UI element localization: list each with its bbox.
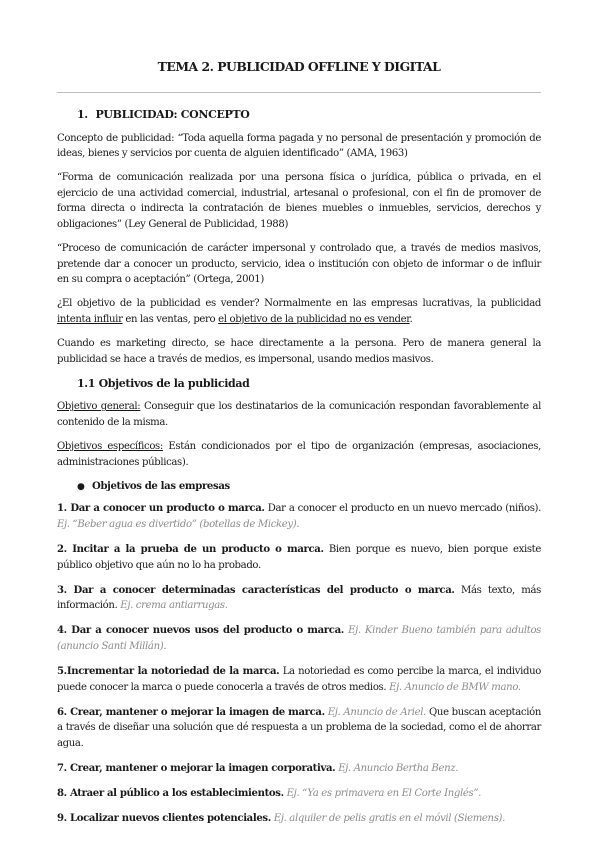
section-heading-concepto	[57, 107, 541, 123]
objetivos-especificos-text: Están condicionados por el tipo de organización (empresas, asociaciones, administraciones públicas).	[57, 441, 541, 468]
subsection-heading-objetivos: 1.1 Objetivos de la publicidad	[77, 376, 250, 390]
paragraph-marketing-directo: Cuando es marketing directo, se hace directamente a la persona. Pero de manera general la publicidad se hace a través de medios, es impersonal, usando medios masivos.	[57, 338, 541, 365]
objetivo-general-label: Objetivo general:	[57, 401, 141, 413]
objective-item	[57, 761, 541, 777]
objective-title: 1. Dar a conocer un producto o marca.	[57, 503, 265, 515]
text-run: en las ventas, pero	[122, 314, 219, 326]
objective-item	[57, 542, 541, 573]
objective-text: Bien porque es nuevo, bien porque existe público objetivo que aún no lo ha probado.	[57, 544, 541, 571]
objective-example: Ej. Anuncio de Ariel.	[327, 706, 427, 718]
objective-title: 8. Atraer al público a los establecimientos.	[57, 788, 284, 800]
underlined-objetivo-no-vender: el objetivo de la publicidad no es vender	[218, 314, 410, 326]
objective-example: Ej. “Ya es primavera en El Corte Inglés”.	[286, 788, 481, 800]
objective-example: Ej. alquiler de pelis gratis en el móvil (Siemens).	[273, 813, 505, 825]
bullet-objetivos-empresas	[57, 479, 541, 496]
title-divider	[57, 92, 541, 93]
objective-item	[57, 583, 541, 614]
objective-title: 9. Localizar nuevos clientes potenciales.	[57, 813, 271, 825]
objective-title: 7. Crear, mantener o mejorar la imagen corporativa.	[57, 763, 336, 775]
text-run: ¿El objetivo de la publicidad es vender? Normalmente en las empresas lucrativas, la publicidad	[57, 298, 541, 310]
objectives-list	[57, 501, 541, 827]
objective-example: Ej. crema antiarrugas.	[120, 600, 228, 612]
objective-title: 6. Crear, mantener o mejorar la imagen de marca.	[57, 706, 325, 718]
objective-example: Ej. Kinder Bueno también para adultos (anuncio Santi Millán).	[57, 625, 542, 653]
objective-text: Dar a conocer el producto en un nuevo mercado (niños).	[264, 503, 541, 515]
document-body	[57, 107, 541, 836]
objective-item	[57, 664, 541, 695]
objective-example: Ej. Anuncio Bertha Benz.	[338, 763, 459, 775]
objective-item	[57, 623, 541, 654]
objective-text: Más texto, más información.	[57, 584, 541, 612]
bullet-dot-icon: ●	[77, 481, 85, 492]
paragraph-ama-definition: Concepto de publicidad: “Toda aquella forma pagada y no personal de presentación y promoción de ideas, bienes y servicios por cuenta de alguien identificado” (AMA, 1963)	[57, 132, 541, 160]
section-heading-text: PUBLICIDAD: CONCEPTO	[95, 108, 250, 121]
objetivos-especificos-label: Objetivos específicos:	[57, 441, 163, 453]
objective-item	[57, 811, 541, 827]
paragraph-objetivo-general	[57, 399, 541, 430]
objective-text: La notoriedad es como percibe la marca, el individuo puede conocer la marca o puede conocerla a través de otros medios.	[57, 666, 541, 693]
objective-title: 4. Dar a conocer nuevos usos del producto o marca.	[57, 625, 344, 637]
objetivo-general-text: Conseguir que los destinatarios de la comunicación respondan favorablemente al contenido de la misma.	[57, 401, 541, 428]
objective-item	[57, 501, 541, 532]
paragraph-ortega-definition: “Proceso de comunicación de carácter impersonal y controlado que, a través de medios masivos, pretende dar a conocer un producto, servicio, idea o institución con objeto de informar o de influir en su compra o aceptación” (Ortega, 2001)	[57, 243, 541, 286]
objective-item	[57, 705, 541, 752]
paragraph-objetivo-vender	[57, 296, 541, 327]
text-run: .	[409, 314, 413, 326]
objective-after: Que buscan aceptación a través de diseñar una solución que dé respuesta a un problema de la sociedad, como el de ahorrar agua.	[57, 706, 541, 749]
objective-example: Ej. Anuncio de BMW mano.	[389, 681, 521, 693]
objective-title: 5.Incrementar la notoriedad de la marca.	[57, 666, 280, 678]
bullet-heading: Objetivos de las empresas	[92, 480, 230, 492]
underlined-intenta-influir: intenta influir	[57, 314, 123, 326]
objective-title: 3. Dar a conocer determinadas características del producto o marca.	[57, 584, 455, 596]
paragraph-objetivos-especificos	[57, 439, 541, 470]
paragraph-ley-definition: “Forma de comunicación realizada por una persona física o jurídica, pública o privada, en el ejercicio de una actividad comercial, industrial, artesanal o profesional, con el fin de promover de forma directa o indirecta la contratación de bienes muebles o inmuebles, servicios, derechos y obligaciones” (Ley General de Publicidad, 1988)	[57, 172, 541, 231]
objective-title: 2. Incitar a la prueba de un producto o marca.	[57, 544, 324, 556]
objective-item	[57, 786, 541, 802]
objective-example: Ej. “Beber agua es divertido” (botellas de Mickey).	[57, 518, 300, 530]
document-title: TEMA 2. PUBLICIDAD OFFLINE Y DIGITAL	[157, 59, 441, 74]
section-number: 1.	[77, 108, 88, 121]
